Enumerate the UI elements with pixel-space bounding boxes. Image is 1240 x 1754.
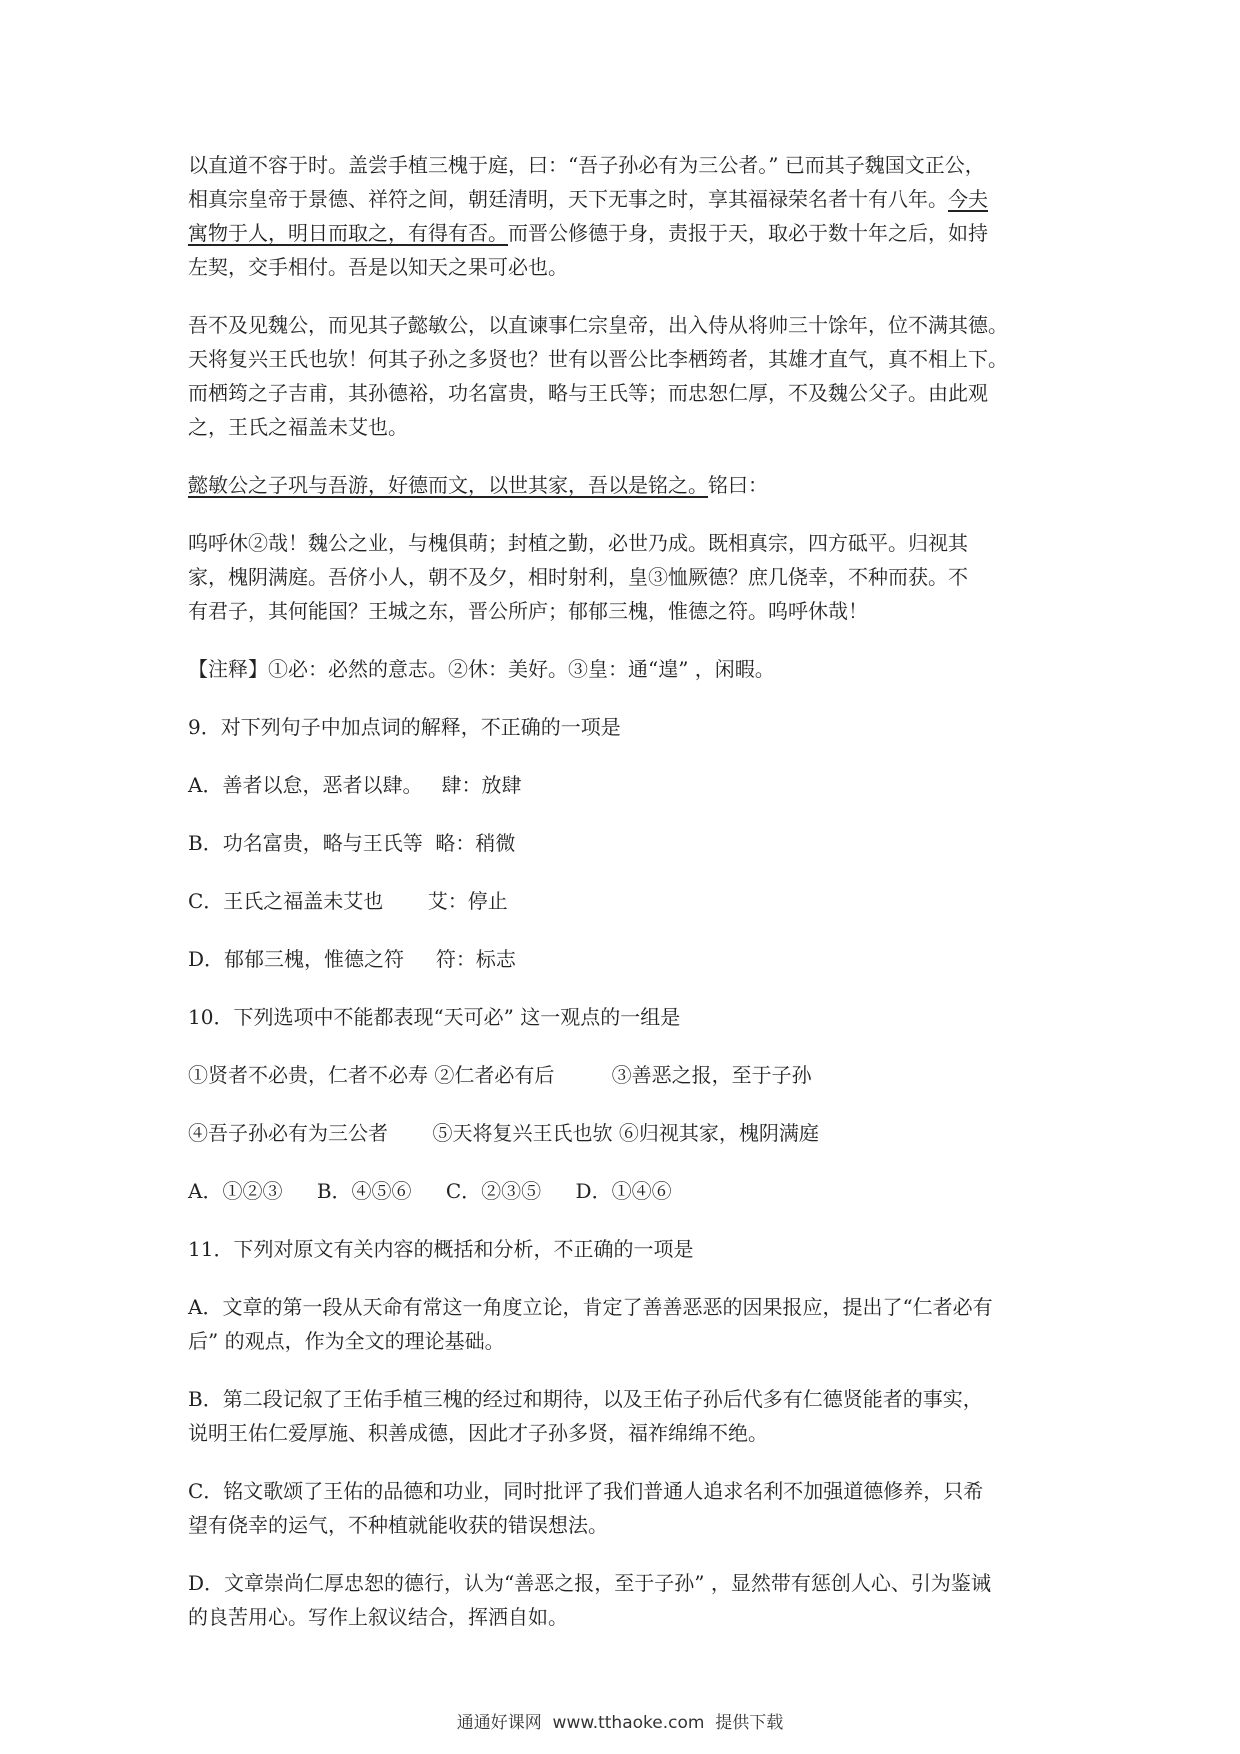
question-10-statements-row-1: ①贤者不必贵，仁者不必寿 ②仁者必有后 ③善恶之报，至于子孙 <box>188 1063 812 1087</box>
question-9-option-c: C．王氏之福盖未艾也 艾：停止 <box>188 889 508 913</box>
text-line: D．文章崇尚仁厚忠恕的德行，认为“善恶之报，至于子孙” ，显然带有惩创人心、引为鉴诫 <box>188 1571 991 1595</box>
question-9-option-d: D．郁郁三槐，惟德之符 符：标志 <box>188 947 516 971</box>
inscription-paragraph <box>188 526 1068 628</box>
text-line: 天将复兴王氏也欤！何其子孙之多贤也？世有以晋公比李栖筠者，其雄才直气，真不相上下。 <box>188 347 1008 371</box>
text-line: 家，槐阴满庭。吾侪小人，朝不及夕，相时射利，皇③恤厥德？庶几侥幸，不种而获。不 <box>188 565 968 589</box>
text-line: 以直道不容于时。盖尝手植三槐于庭，曰：“吾子孙必有为三公者。” 已而其子魏国文正公， <box>188 153 985 177</box>
text-line: 相真宗皇帝于景德、祥符之间，朝廷清明，天下无事之时，享其福禄荣名者十有八年。今夫 <box>188 187 988 211</box>
question-11-stem: 11．下列对原文有关内容的概括和分析，不正确的一项是 <box>188 1237 694 1261</box>
document-body <box>188 148 1068 1658</box>
question-11-option-d <box>188 1566 1068 1634</box>
text-line: 吾不及见魏公，而见其子懿敏公，以直谏事仁宗皇帝，出入侍从将帅三十馀年，位不满其德。 <box>188 313 1008 337</box>
annotation-note: 【注释】①必：必然的意志。②休：美好。③皇：通“遑” ，闲暇。 <box>188 657 775 681</box>
question-10-stem: 10．下列选项中不能都表现“天可必” 这一观点的一组是 <box>188 1005 681 1029</box>
passage-paragraph-2 <box>188 308 1068 444</box>
question-9-option-a: A．善者以怠，恶者以肆。 肆：放肆 <box>188 773 522 797</box>
text-line: 左契，交手相付。吾是以知天之果可必也。 <box>188 255 568 279</box>
question-10-option-c: C．②③⑤ <box>445 1179 542 1203</box>
text-line: 呜呼休②哉！魏公之业，与槐俱萌；封植之勤，必世乃成。既相真宗，四方砥平。归视其 <box>188 531 968 555</box>
underlined-text: 懿敏公之子巩与吾游，好德而文，以世其家，吾以是铭之。 <box>188 473 708 497</box>
question-10-choices <box>188 1174 1068 1208</box>
underlined-text: 今夫 <box>948 187 988 211</box>
text-line: 而栖筠之子吉甫，其孙德裕，功名富贵，略与王氏等；而忠恕仁厚，不及魏公父子。由此观 <box>188 381 988 405</box>
question-9-option-b: B．功名富贵，略与王氏等 略：稍微 <box>188 831 516 855</box>
text-line: 说明王佑仁爱厚施、积善成德，因此才子孙多贤，福祚绵绵不绝。 <box>188 1421 768 1445</box>
text-line: A．文章的第一段从天命有常这一角度立论，肯定了善善恶恶的因果报应，提出了“仁者必有 <box>188 1295 993 1319</box>
underlined-text: 寓物于人，明日而取之，有得有否。 <box>188 221 508 245</box>
text-line: B．第二段记叙了王佑手植三槐的经过和期待，以及王佑子孙后代多有仁德贤能者的事实， <box>188 1387 983 1411</box>
text-line: 寓物于人，明日而取之，有得有否。而晋公修德于身，责报于天，取必于数十年之后，如持 <box>188 221 988 245</box>
question-10-option-a: A．①②③ <box>188 1179 283 1203</box>
text-line: C．铭文歌颂了王佑的品德和功业，同时批评了我们普通人追求名利不加强道德修养，只希 <box>188 1479 984 1503</box>
question-10-option-d: D．①④⑥ <box>575 1179 672 1203</box>
page-footer: 通通好课网 www.tthaoke.com 提供下载 <box>456 1713 784 1733</box>
text-line: 之，王氏之福盖未艾也。 <box>188 415 408 439</box>
text-line: 有君子，其何能国？王城之东，晋公所庐；郁郁三槐，惟德之符。呜呼休哉！ <box>188 599 868 623</box>
question-11-option-b <box>188 1382 1068 1450</box>
question-11-option-c <box>188 1474 1068 1542</box>
question-11-option-a <box>188 1290 1068 1358</box>
text-line: 懿敏公之子巩与吾游，好德而文，以世其家，吾以是铭之。铭曰： <box>188 473 768 497</box>
text-line: 望有侥幸的运气，不种植就能收获的错误想法。 <box>188 1513 608 1537</box>
passage-paragraph-3 <box>188 468 1068 502</box>
text-line: 的良苦用心。写作上叙议结合，挥洒自如。 <box>188 1605 568 1629</box>
question-9-stem: 9．对下列句子中加点词的解释，不正确的一项是 <box>188 715 621 739</box>
text-line: 后” 的观点，作为全文的理论基础。 <box>188 1329 505 1353</box>
passage-paragraph-1 <box>188 148 1068 284</box>
question-10-option-b: B．④⑤⑥ <box>316 1179 412 1203</box>
question-10-statements-row-2: ④吾子孙必有为三公者 ⑤天将复兴王氏也欤 ⑥归视其家，槐阴满庭 <box>188 1121 819 1145</box>
